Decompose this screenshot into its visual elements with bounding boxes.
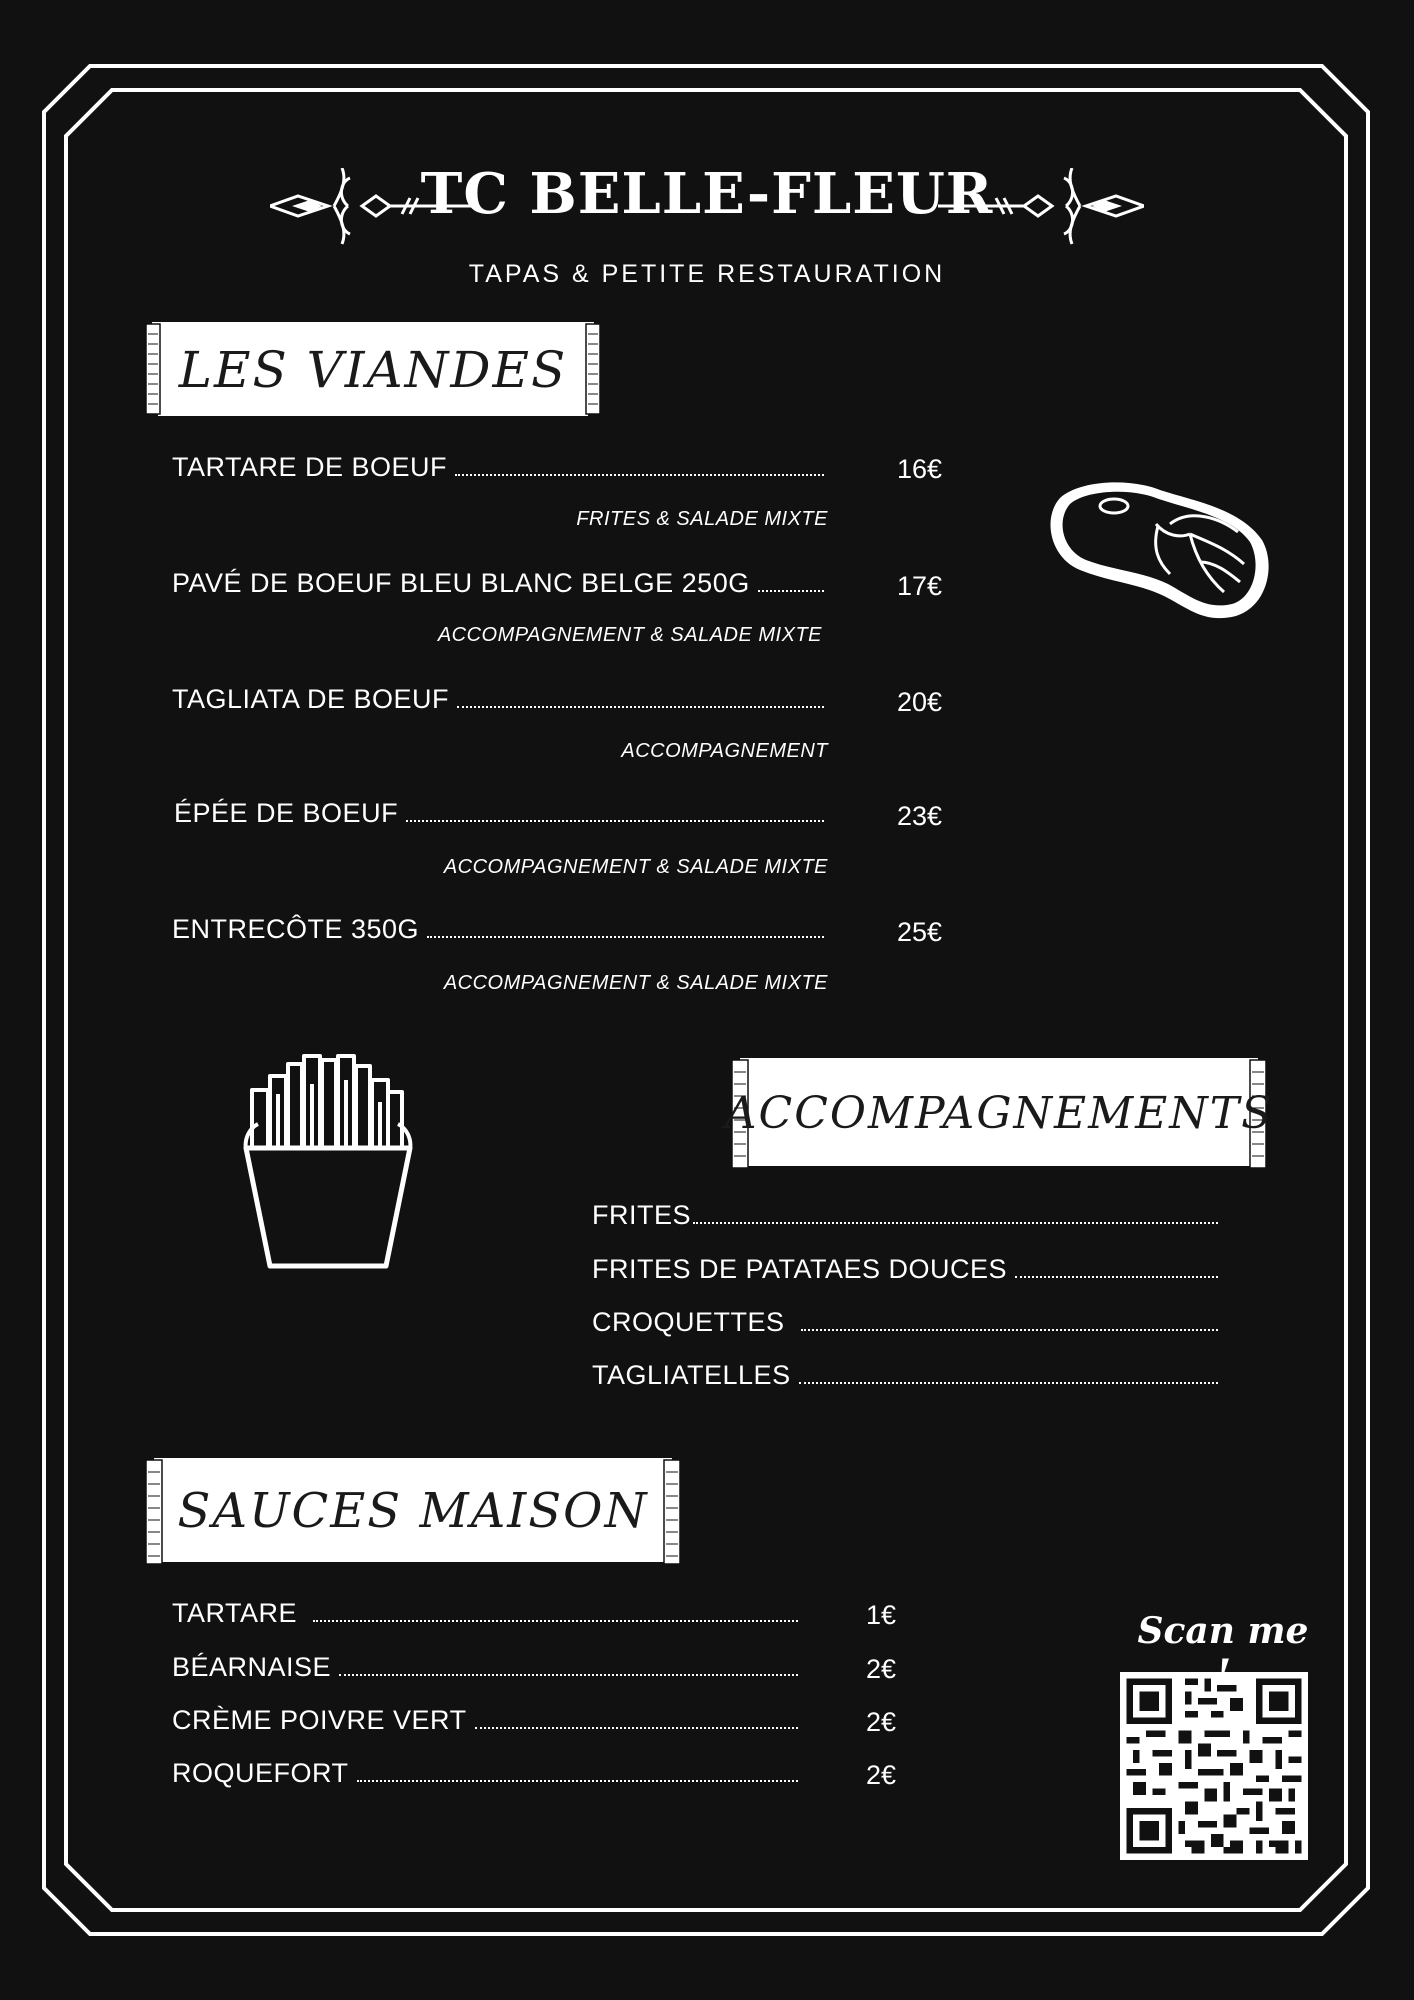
menu-item-name: TARTARE DE BOEUF (172, 452, 448, 482)
dot-leader (339, 1674, 798, 1676)
sauces-banner (142, 1452, 684, 1570)
menu-item-price: 25€ (896, 917, 942, 947)
dot-leader (427, 936, 824, 938)
restaurant-title: TC BELLE-FLEUR (420, 161, 994, 227)
dot-leader (357, 1780, 798, 1782)
dot-leader (693, 1222, 1218, 1224)
side-item-row (592, 1360, 1222, 1391)
sauce-item-name: TARTARE (172, 1598, 298, 1628)
accompagnements-heading: ACCOMPAGNEMENTS (724, 1087, 1274, 1139)
scan-me-label: Scan me (1137, 1610, 1309, 1652)
sauce-item-row (172, 1758, 802, 1789)
menu-item-description: ACCOMPAGNEMENT & SALADE MIXTE (443, 856, 828, 878)
sauce-item-price: 1€ (865, 1600, 896, 1630)
dot-leader (455, 474, 824, 476)
side-item-row (592, 1200, 1222, 1231)
sauce-item-row (172, 1598, 802, 1629)
sauce-item-name: CRÈME POIVRE VERT (172, 1705, 467, 1735)
side-item-name: FRITES DE PATATAES DOUCES (592, 1254, 1008, 1284)
dot-leader (406, 820, 824, 822)
menu-item-name: ÉPÉE DE BOEUF (174, 798, 399, 828)
sauce-item-price: 2€ (865, 1654, 896, 1684)
dot-leader (313, 1620, 798, 1622)
dot-leader (1015, 1276, 1218, 1278)
menu-item-price: 16€ (896, 454, 942, 484)
side-item-name: CROQUETTES (592, 1307, 785, 1337)
sauces-heading: SAUCES MAISON (177, 1483, 649, 1539)
sauce-item-price: 2€ (865, 1707, 896, 1737)
menu-item-price: 20€ (896, 687, 942, 717)
dot-leader (799, 1382, 1218, 1384)
dot-leader (457, 706, 824, 708)
menu-item-description: ACCOMPAGNEMENT & SALADE MIXTE (443, 972, 828, 994)
menu-item-name: TAGLIATA DE BOEUF (172, 684, 450, 714)
sauce-item-price: 2€ (865, 1760, 896, 1790)
menu-item-price: 17€ (896, 571, 942, 601)
sauce-item-row (172, 1652, 802, 1683)
menu-item-description: ACCOMPAGNEMENT & SALADE MIXTE (437, 624, 822, 646)
restaurant-subtitle: TAPAS & PETITE RESTAURATION (468, 260, 946, 288)
menu-item-row (172, 684, 828, 715)
accompagnements-banner (724, 1052, 1274, 1174)
side-item-row (592, 1254, 1222, 1285)
dot-leader (758, 590, 824, 592)
fries-icon (240, 1054, 416, 1270)
dot-leader (475, 1727, 798, 1729)
menu-item-description: FRITES & SALADE MIXTE (576, 508, 828, 530)
side-item-name: FRITES (592, 1200, 692, 1230)
menu-item-row (172, 914, 828, 945)
steak-icon (1040, 478, 1276, 626)
menu-item-price: 23€ (896, 801, 942, 831)
menu-item-row (172, 568, 828, 599)
sauce-item-name: ROQUEFORT (172, 1758, 349, 1788)
sauce-item-row (172, 1705, 802, 1736)
viandes-banner (142, 318, 604, 422)
dot-leader (801, 1329, 1218, 1331)
viandes-heading: LES VIANDES (178, 341, 568, 399)
menu-item-row (172, 452, 828, 483)
menu-item-name: PAVÉ DE BOEUF BLEU BLANC BELGE 250G (172, 568, 750, 598)
side-item-row (592, 1307, 1222, 1338)
menu-item-row (174, 798, 828, 829)
menu-item-description: ACCOMPAGNEMENT (621, 740, 828, 762)
qr-code-icon[interactable] (1120, 1672, 1308, 1860)
menu-item-name: ENTRECÔTE 350G (172, 914, 420, 944)
sauce-item-name: BÉARNAISE (172, 1652, 332, 1682)
side-item-name: TAGLIATELLES (592, 1360, 791, 1390)
